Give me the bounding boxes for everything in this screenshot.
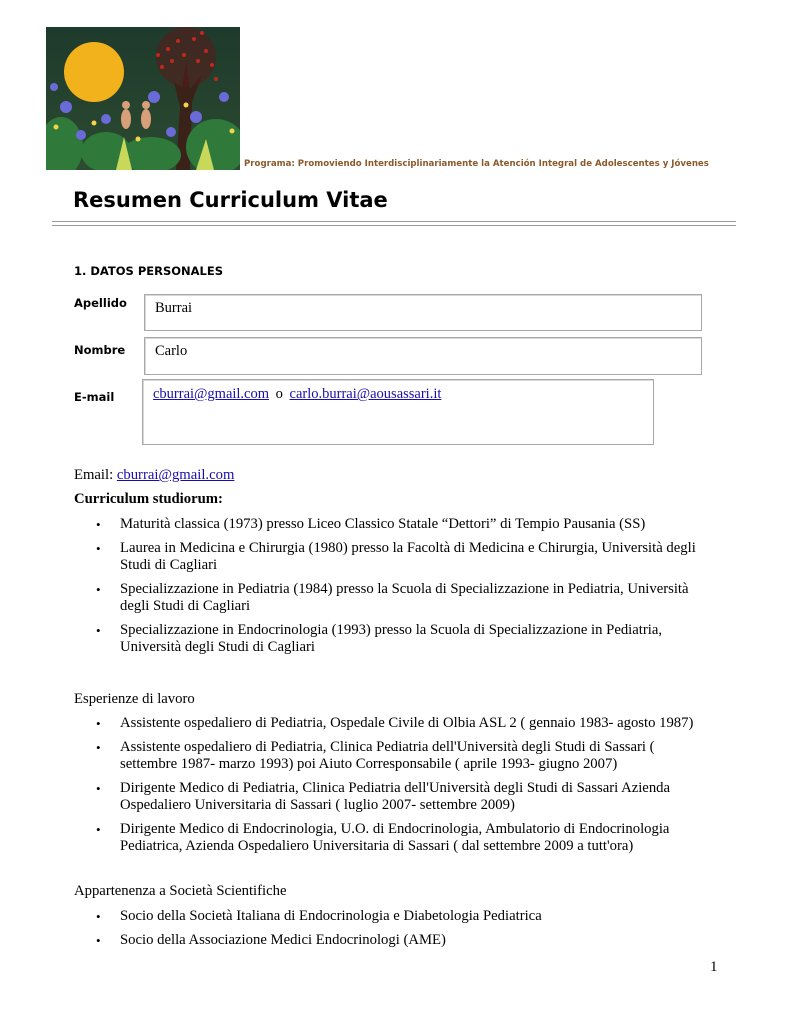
apellido-label: Apellido (74, 296, 127, 310)
list-item-text: Assistente ospedaliero di Pediatria, Clinica Pediatria dell'Università degli Studi di Sassari ( settembre 1987- marzo 1993) poi Aiuto Corresponsabile ( aprile 1993- giugno 2007) (120, 739, 655, 772)
nombre-value: Carlo (155, 343, 188, 359)
list-item (74, 622, 706, 656)
list-item-text: Maturità classica (1973) presso Liceo Classico Statale “Dettori” di Tempio Pausania (SS) (120, 516, 646, 532)
studiorum-heading: Curriculum studiorum: (74, 491, 223, 507)
page-number: 1 (710, 959, 718, 975)
lavoro-heading: Esperienze di lavoro (74, 691, 195, 707)
list-item (74, 780, 706, 814)
bullet-icon: • (96, 933, 101, 948)
list-item (74, 715, 706, 732)
painting-garden-with-sun-logo (46, 27, 240, 170)
nombre-field[interactable] (144, 337, 702, 375)
studiorum-list (74, 516, 706, 663)
email-line-label: Email: (74, 467, 114, 483)
lavoro-list (74, 715, 706, 862)
bullet-icon: • (96, 781, 101, 796)
list-item-text: Laurea in Medicina e Chirurgia (1980) presso la Facoltà di Medicina e Chirurgia, Università degli Studi di Cagliari (120, 540, 696, 573)
email-label: E-mail (74, 390, 115, 404)
email-link-secondary[interactable]: carlo.burrai@aousassari.it (289, 386, 442, 402)
list-item (74, 932, 706, 949)
list-item (74, 739, 706, 773)
list-item (74, 540, 706, 574)
bullet-icon: • (96, 582, 101, 597)
societa-list (74, 908, 706, 956)
list-item (74, 516, 706, 533)
bullet-icon: • (96, 623, 101, 638)
email-field[interactable] (142, 379, 654, 445)
list-item-text: Specializzazione in Endocrinologia (1993) presso la Scuola di Specializzazione in Pediatria, Università degli Studi di Cagliari (120, 622, 663, 655)
bullet-icon: • (96, 517, 101, 532)
list-item-text: Specializzazione in Pediatria (1984) presso la Scuola di Specializzazione in Pediatria, Università degli Studi di Cagliari (120, 581, 689, 614)
list-item (74, 821, 706, 855)
societa-heading: Appartenenza a Società Scientifiche (74, 883, 287, 899)
section-heading-datos-personales: 1. DATOS PERSONALES (74, 264, 224, 278)
list-item-text: Socio della Società Italiana di Endocrinologia e Diabetologia Pediatrica (120, 908, 542, 924)
list-item-text: Socio della Associazione Medici Endocrinologi (AME) (120, 932, 446, 948)
document-title: Resumen Curriculum Vitae (73, 188, 388, 212)
list-item (74, 581, 706, 615)
bullet-icon: • (96, 541, 101, 556)
nombre-label: Nombre (74, 343, 126, 357)
email-line-link[interactable]: cburrai@gmail.com (116, 467, 235, 483)
bullet-icon: • (96, 716, 101, 731)
email-link-primary[interactable]: cburrai@gmail.com (153, 386, 270, 402)
bullet-icon: • (96, 822, 101, 837)
email-line (74, 467, 234, 484)
title-divider (52, 221, 736, 226)
program-header-text: Programa: Promoviendo Interdisciplinariamente la Atención Integral de Adolescentes y Jóvenes (244, 159, 709, 169)
apellido-field[interactable] (144, 294, 702, 331)
bullet-icon: • (96, 909, 101, 924)
list-item-text: Assistente ospedaliero di Pediatria, Ospedale Civile di Olbia ASL 2 ( gennaio 1983- agosto 1987) (120, 715, 694, 731)
list-item-text: Dirigente Medico di Endocrinologia, U.O. di Endocrinologia, Ambulatorio di Endocrinologia Pediatrica, Azienda Ospedaliero Universitaria di Sassari ( dal settembre 2009 a tutt'ora) (120, 821, 670, 854)
email-separator: o (275, 386, 283, 402)
bullet-icon: • (96, 740, 101, 755)
apellido-value: Burrai (155, 300, 193, 316)
list-item (74, 908, 706, 925)
list-item-text: Dirigente Medico di Pediatria, Clinica Pediatria dell'Università degli Studi di Sassari Azienda Ospedaliero Universitaria di Sassari ( luglio 2007- settembre 2009) (120, 780, 671, 813)
